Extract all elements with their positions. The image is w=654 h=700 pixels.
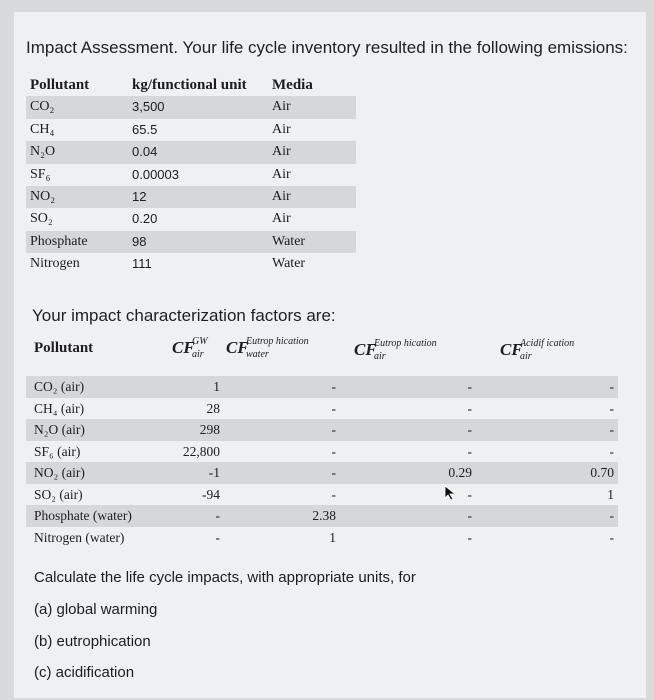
cf-gw-sup: GW — [192, 336, 208, 347]
pollutant-cell: SF₆ — [30, 166, 51, 182]
acid-cell: - — [609, 508, 614, 523]
cf-eutro-air-sub: air — [374, 351, 386, 362]
amount-cell: 12 — [132, 188, 147, 204]
pollutant-cell: SF₆ (air) — [34, 443, 81, 459]
table-row — [26, 119, 356, 141]
table-row — [26, 208, 356, 230]
pollutant-cell: SO₂ (air) — [34, 486, 83, 502]
cf-intro-text: Your impact characterization factors are: — [32, 306, 336, 325]
eutro-air-cell: - — [467, 508, 472, 523]
eutro-air-cell: - — [467, 529, 472, 545]
media-cell: Water — [272, 256, 306, 272]
eutro-air-cell: - — [467, 443, 472, 459]
media-cell: Air — [272, 144, 291, 160]
table-row — [26, 505, 618, 527]
pollutant-cell: Phosphate — [30, 233, 88, 249]
eutro-water-cell: 1 — [329, 529, 336, 545]
media-cell: Air — [272, 121, 291, 137]
table-row — [26, 141, 356, 163]
media-cell: Air — [272, 99, 291, 115]
acid-cell: - — [609, 443, 614, 459]
table-row — [26, 376, 618, 398]
eutro-water-cell: - — [331, 379, 336, 394]
question-prompt: Calculate the life cycle impacts, with appropriate units, for — [34, 569, 416, 586]
amount-cell: 0.04 — [132, 144, 158, 160]
table-row — [26, 419, 618, 441]
eutro-water-cell: - — [331, 400, 336, 416]
cf-eutro-water-sub: water — [246, 349, 269, 360]
inventory-header-amount: kg/functional unit — [132, 77, 247, 93]
acid-cell: 1 — [607, 486, 614, 502]
inventory-header-media: Media — [272, 77, 313, 93]
eutro-water-cell: - — [331, 443, 336, 459]
acid-cell: - — [609, 400, 614, 416]
amount-cell: 0.20 — [132, 211, 158, 227]
inventory-header-row — [26, 74, 356, 96]
amount-cell: 65.5 — [132, 121, 158, 137]
question-part-a: (a) global warming — [34, 601, 158, 618]
cf-gw-header — [172, 336, 208, 360]
eutro-water-cell: - — [331, 486, 336, 502]
mouse-pointer-icon — [444, 485, 458, 501]
pollutant-cell: CH₄ (air) — [34, 400, 85, 416]
question-part-b: (b) eutrophication — [34, 633, 151, 650]
eutro-air-cell: - — [467, 422, 472, 437]
table-row — [26, 484, 618, 506]
eutro-air-cell: 0.29 — [448, 465, 472, 480]
cf-gw-base: CF — [172, 338, 195, 357]
pollutant-cell: CO₂ — [30, 99, 55, 115]
gw-cell: -1 — [208, 465, 220, 480]
table-row — [26, 441, 618, 463]
table-row — [26, 96, 356, 118]
cf-acid-sub: air — [520, 351, 532, 362]
cf-gw-sub: air — [192, 349, 204, 360]
pollutant-cell: CH₄ — [30, 121, 55, 137]
inventory-table — [26, 74, 356, 276]
table-row — [26, 186, 356, 208]
eutro-air-cell: - — [467, 379, 472, 394]
acid-cell: - — [609, 529, 614, 545]
amount-cell: 98 — [132, 233, 147, 249]
gw-cell: 298 — [199, 422, 220, 437]
table-row — [26, 253, 356, 275]
eutro-air-cell: - — [467, 400, 472, 416]
acid-cell: - — [609, 422, 614, 437]
pollutant-cell: CO₂ (air) — [34, 379, 85, 394]
cf-eutro-water-header — [226, 336, 309, 360]
cf-eutro-water-base: CF — [226, 338, 249, 357]
table-row — [26, 462, 618, 484]
pollutant-cell: N₂O (air) — [34, 422, 85, 437]
cf-eutro-air-sup: Eutrop hication — [374, 338, 437, 349]
eutro-water-cell: 2.38 — [312, 508, 336, 523]
inventory-header-pollutant: Pollutant — [30, 77, 90, 93]
factors-header-pollutant: Pollutant — [34, 340, 94, 356]
pollutant-cell: Phosphate (water) — [34, 508, 132, 523]
acid-cell: - — [609, 379, 614, 394]
gw-cell: 28 — [206, 400, 220, 416]
amount-cell: 0.00003 — [132, 166, 179, 182]
gw-cell: - — [215, 508, 220, 523]
cf-acid-base: CF — [500, 340, 523, 359]
table-row — [26, 398, 618, 420]
cf-acid-header — [500, 338, 575, 362]
acid-cell: 0.70 — [590, 465, 614, 480]
gw-cell: 1 — [213, 379, 220, 394]
pollutant-cell: SO₂ — [30, 211, 53, 227]
eutro-water-cell: - — [331, 422, 336, 437]
media-cell: Air — [272, 166, 291, 182]
question-part-c: (c) acidification — [34, 664, 135, 681]
pollutant-cell: Nitrogen (water) — [34, 529, 125, 545]
worksheet — [14, 12, 646, 698]
table-row — [26, 527, 618, 549]
table-row — [26, 164, 356, 186]
intro-text: Impact Assessment. Your life cycle inventory resulted in the following emissions: — [26, 38, 628, 57]
pollutant-cell: NO₂ — [30, 188, 56, 204]
cf-acid-sup: Acidif ication — [520, 338, 575, 349]
pollutant-cell: NO₂ (air) — [34, 465, 85, 480]
cf-eutro-water-sup: Eutrop hication — [246, 336, 309, 347]
table-row — [26, 231, 356, 253]
media-cell: Air — [272, 211, 291, 227]
amount-cell: 111 — [132, 256, 152, 272]
gw-cell: 22,800 — [182, 443, 220, 459]
eutro-water-cell: - — [331, 465, 336, 480]
media-cell: Air — [272, 188, 291, 204]
amount-cell: 3,500 — [132, 99, 165, 115]
gw-cell: - — [215, 529, 220, 545]
pollutant-cell: Nitrogen — [30, 256, 80, 272]
cf-eutro-air-header — [354, 338, 437, 362]
media-cell: Water — [272, 233, 306, 249]
eutro-air-cell: - — [467, 486, 472, 502]
pollutant-cell: N₂O — [30, 144, 56, 160]
cf-eutro-air-base: CF — [354, 340, 377, 359]
gw-cell: -94 — [202, 486, 220, 502]
